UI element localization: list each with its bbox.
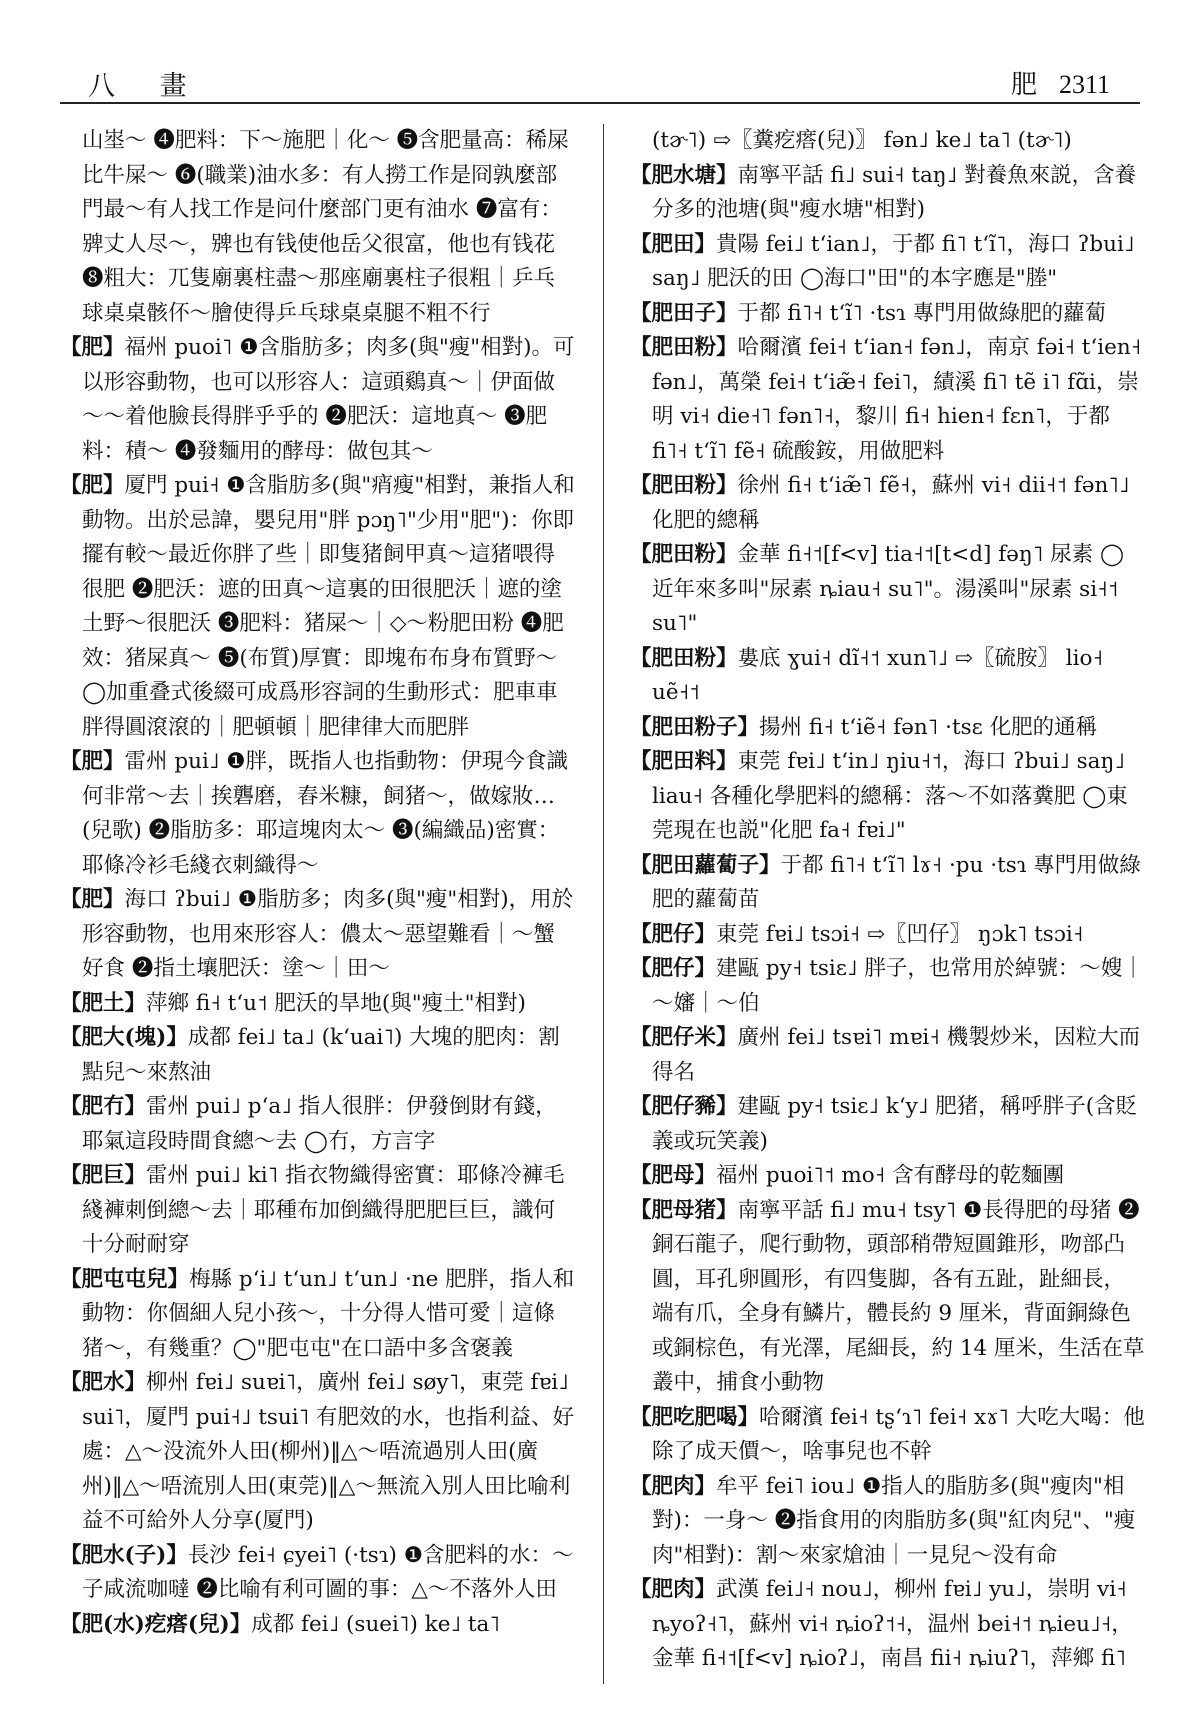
entry-headword: 【肥田蘿蔔子】	[630, 852, 781, 878]
entry-headword: 【肥田粉】	[630, 473, 738, 498]
running-head-char: 肥	[1010, 70, 1037, 100]
dictionary-entry	[60, 124, 575, 331]
dictionary-entry	[630, 469, 1145, 538]
dictionary-entry	[630, 745, 1145, 849]
entry-headword: 【肥】	[60, 887, 125, 912]
entry-headword: 【肥肉】	[630, 1473, 717, 1499]
left-column	[60, 124, 575, 1684]
entry-headword: 【肥田】	[630, 231, 717, 257]
dictionary-entry	[630, 228, 1145, 297]
column-divider	[603, 124, 604, 1684]
dictionary-entry	[60, 1263, 575, 1367]
entry-headword: 【肥仔豨】	[630, 1094, 738, 1119]
entry-text: 金華 fi˧˦[f<v] tia˧˦[t<d] fəŋ˥ 尿素 ◯近年來多叫"尿素 ȵiau˧ su˥"。湯溪叫"尿素 si˧˦ su˥"	[652, 542, 1125, 636]
dictionary-entry	[630, 1021, 1145, 1090]
entry-text: 雷州 pui˩ pʻa˩ 指人很胖：伊發倒財有錢，耶氣這段時間食總～去 ◯冇，方言字	[82, 1094, 557, 1154]
dictionary-entry	[630, 1090, 1145, 1159]
entry-headword: 【肥巨】	[60, 1163, 147, 1188]
entry-text: 貴陽 fei˩ tʻian˩，于都 fi˥ tʻĩ˥，海口 ʔbui˩ saŋ˩ 肥沃的田 ◯海口"田"的本字應是"塍"	[652, 231, 1135, 291]
entry-headword: 【肥水(子)】	[60, 1542, 188, 1568]
entry-headword: 【肥】	[60, 749, 125, 774]
entry-text: 哈爾濱 fei˧ tʂʻɿ˥ fei˧ xɤ˥ 大吃大喝：他除了成天價～，啥事兒也不幹	[652, 1404, 1145, 1464]
entry-headword: 【肥】	[60, 335, 125, 360]
entry-headword: 【肥水塘】	[630, 162, 738, 188]
entry-headword: 【肥吃肥喝】	[630, 1404, 760, 1430]
dictionary-entry	[630, 918, 1145, 953]
entry-text: 長沙 fei˧ ɕyei˥ (·tsɿ) ❶含肥料的水：～子咸流咖噠 ❷比喻有利可圖的事：△～不落外人田	[82, 1542, 574, 1602]
entry-headword: 【肥(水)疙瘩(兒)】	[60, 1611, 252, 1637]
entry-text: 揚州 fi˧ tʻiẽ˧ fən˥ ·tsɛ 化肥的通稱	[759, 714, 1098, 740]
entry-headword: 【肥仔】	[630, 956, 717, 981]
entry-text: 福州 puoi˥˦ mo˧ 含有酵母的乾麵團	[716, 1163, 1065, 1188]
dictionary-entry	[60, 883, 575, 987]
dictionary-entry	[630, 297, 1145, 332]
entry-headword: 【肥土】	[60, 990, 147, 1016]
entry-headword: 【肥大(塊)】	[60, 1025, 188, 1050]
dictionary-entry	[60, 1366, 575, 1539]
dictionary-entry	[60, 1159, 575, 1263]
dictionary-entry	[630, 124, 1145, 159]
entry-text: 柳州 fɐi˩ suɐi˥，廣州 fei˩ søy˥，東莞 fɐi˩ sui˥，厦門 pui˧˩ tsui˥ 有肥效的水，也指利益、好處：△～没流外人田(柳州)‖△～唔流過別人田(廣州)‖△～唔流別人田(東莞)‖△～無流入別人田比喻利益不可給外人分享(厦門)	[82, 1370, 575, 1533]
entry-text: 廣州 fei˩ tsɐi˥ mɐi˧ 機製炒米，因粒大而得名	[652, 1025, 1141, 1085]
header-rule	[60, 102, 1140, 104]
dictionary-entry	[60, 1021, 575, 1090]
entry-text: 徐州 fi˧ tʻiæ̃˥ fẽ˧，蘇州 vi˧ dii˧˦ fən˥˩ 化肥的總稱	[652, 473, 1130, 533]
entry-text: 建甌 py˧ tsiɛ˩ kʻy˩ 肥猪，稱呼胖子(含貶義或玩笑義)	[652, 1094, 1138, 1154]
entry-text: 南寧平話 fi˩ sui˧ taŋ˩ 對養魚來説，含養分多的池塘(與"瘦水塘"相對)	[652, 162, 1137, 222]
entry-text: 牟平 fei˥ iou˩ ❶指人的脂肪多(與"瘦肉"相對)：一身～ ❷指食用的肉脂肪多(與"紅肉兒"、"瘦肉"相對)：割～來家熗油｜一見兒～没有命	[652, 1473, 1136, 1568]
dictionary-entry	[630, 1401, 1145, 1470]
dictionary-entry	[630, 1194, 1145, 1401]
section-title: 八 畫	[88, 71, 205, 102]
entry-headword: 【肥屯屯兒】	[60, 1266, 190, 1292]
entry-headword: 【肥田料】	[630, 749, 738, 774]
entry-text: 武漢 fei˩˧ nou˩，柳州 fɐi˩ yu˩，崇明 vi˧ ȵyoʔ˧˥，蘇州 vi˧ ȵioʔ˦˧，温州 bei˧˦ ȵieu˩˧，金華 fi˧˦[f<v] ȵioʔ˩，南昌 fii˧ ȵiuʔ˥，萍鄉 fi˥	[652, 1577, 1133, 1671]
entry-text: 山埊～ ❹肥料：下～施肥｜化～ ❺含肥量高：稀屎比牛屎～ ❻(職業)油水多：有人撈工作是冏孰麼部門最～有人找工作是问什麼部门更有油水 ❼富有：㗗丈人尽～，㗗也有钱使他岳父很富，他也有钱花 ❽粗大：兀隻廟裏柱盡～那座廟裏柱子很粗｜乒乓球桌桌骸伓～膾使得乒乓球桌桌腿不粗不行	[82, 128, 569, 326]
entry-text: 東莞 fɐi˩ tsɔi˧ ⇨〖凹仔〗 ŋɔk˥ tsɔi˧	[716, 921, 1084, 947]
entry-text: 海口 ʔbui˩ ❶脂肪多；肉多(與"瘦"相對)，用於形容動物，也用來形容人：儂太～惡望難看｜～蟹好食 ❷指土壤肥沃：塗～｜田～	[82, 887, 574, 981]
entry-headword: 【肥母猪】	[630, 1197, 738, 1223]
entry-text: 哈爾濱 fei˧ tʻian˧ fən˩，南京 fəi˧ tʻien˧ fən˩，萬榮 fei˧ tʻiæ̃˧ fei˥，績溪 fi˥ tẽ i˥ fɑ̃i，崇明 vi˧ die˧˥ fən˥˧，黎川 fi˧ hien˧ fɛn˥，于都 fi˥˧ tʻĩ˥ fẽ˧ 硫酸銨，用做肥料	[652, 335, 1142, 464]
dictionary-entry	[60, 1539, 575, 1608]
running-head	[1011, 64, 1110, 101]
entry-headword: 【肥仔】	[630, 921, 717, 947]
dictionary-entry	[60, 331, 575, 469]
dictionary-entry	[630, 1159, 1145, 1194]
entry-text: 于都 fi˥˧ tʻĩ˥ lɤ˧ ·pu ·tsɿ 專門用做綠肥的蘿蔔苗	[652, 852, 1141, 912]
entry-text: 福州 puoi˥ ❶含脂肪多；肉多(與"瘦"相對)。可以形容動物，也可以形容人：這頭鷄真～｜伊面做～～着他臉長得胖乎乎的 ❷肥沃：這地真～ ❸肥料：積～ ❹發麵用的酵母：做包其～	[82, 335, 575, 464]
entry-headword: 【肥冇】	[60, 1094, 147, 1119]
entry-text: 雷州 pui˩ ki˥ 指衣物織得密實：耶條冷褲毛綫褲刺倒總～去｜耶種布加倒織得肥肥巨巨，識何十分耐耐穿	[82, 1163, 565, 1257]
dictionary-entry	[630, 1573, 1145, 1677]
entry-text: 成都 fei˩ (suei˥) ke˩ ta˥	[251, 1611, 500, 1637]
entry-headword: 【肥仔米】	[630, 1025, 738, 1050]
dictionary-entry	[630, 952, 1145, 1021]
entry-text: 梅縣 pʻi˩ tʻun˩ tʻun˩ ·ne 肥胖，指人和動物：你個細人兒小孩～，十分得人惜可愛｜這條猪～，有幾重？◯"肥屯屯"在口語中多含褒義	[82, 1266, 575, 1361]
entry-text: 東莞 fɐi˩ tʻin˩ ŋiu˧˦，海口 ʔbui˩ saŋ˩ liau˧ 各種化學肥料的總稱：落～不如落糞肥 ◯東莞現在也説"化肥 fa˧ fɐi˩"	[652, 749, 1128, 843]
entry-headword: 【肥肉】	[630, 1577, 717, 1602]
entry-headword: 【肥田粉】	[630, 645, 738, 671]
dictionary-entry	[630, 711, 1145, 746]
entry-text: 雷州 pui˩ ❶胖，既指人也指動物：伊現今食識何非常～去｜挨礱磨，舂米糠，飼猪～，做嫁妝…(兒歌) ❷脂肪多：耶這塊肉太～ ❸(編織品)密實：耶條冷衫毛綫衣刺織得～	[82, 749, 569, 878]
dictionary-entry	[60, 469, 575, 745]
entry-text: 厦門 pui˧ ❶含脂肪多(與"痟瘦"相對，兼指人和動物。出於忌諱，嬰兒用"胖 pɔŋ˥"少用"肥")：你即擺有較～最近你胖了些｜即隻猪飼甲真～這猪喂得很肥 ❷肥沃：遮的田真～這裏的田很肥沃｜遮的塗土野～很肥沃 ❸肥料：猪屎～｜◇～粉肥田粉 ❹肥效：猪屎真～ ❺(布質)厚實：即塊布布身布質野～ ◯加重叠式後綴可成爲形容詞的生動形式：肥車車胖得圓滾滾的｜肥頓頓｜肥律律大而肥胖	[82, 473, 575, 740]
entry-text: (tɚ˥) ⇨〖糞疙瘩(兒)〗 fən˩ ke˩ ta˥ (tɚ˥)	[652, 128, 1072, 153]
page-header	[60, 58, 1140, 102]
dictionary-entry	[630, 1470, 1145, 1574]
dictionary-entry	[630, 642, 1145, 711]
dictionary-entry	[60, 1608, 575, 1643]
entry-text: 南寧平話 fi˩ mu˧ tsy˥ ❶長得肥的母猪 ❷銅石龍子，爬行動物，頭部稍帶短圓錐形，吻部凸圓，耳孔卵圓形，有四隻脚，各有五趾，趾細長，端有爪，全身有鱗片，體長約 9 厘米，背面銅綠色或銅棕色，有光澤，尾細長，約 14 厘米，生活在草叢中，捕食小動物	[652, 1197, 1145, 1395]
entry-headword: 【肥母】	[630, 1163, 717, 1188]
entry-headword: 【肥田粉】	[630, 335, 738, 360]
dictionary-entry	[60, 745, 575, 883]
entry-text: 萍鄉 fi˧ tʻu˦ 肥沃的旱地(與"瘦土"相對)	[146, 990, 526, 1016]
entry-headword: 【肥】	[60, 473, 125, 498]
right-column	[630, 124, 1145, 1684]
entry-headword: 【肥水】	[60, 1370, 147, 1395]
entry-text: 婁底 ɣui˧ dĩ˧˦ xun˥˩ ⇨〖硫胺〗 lio˧ uẽ˧˦	[652, 645, 1104, 705]
dictionary-entry	[60, 1090, 575, 1159]
entry-text: 成都 fei˩ ta˩ (kʻuai˥) 大塊的肥肉：割點兒～來熬油	[82, 1025, 560, 1085]
dictionary-entry	[630, 538, 1145, 642]
entry-text: 于都 fi˥˧ tʻĩ˥ ·tsɿ 專門用做綠肥的蘿蔔	[737, 300, 1107, 326]
dictionary-entry	[630, 331, 1145, 469]
entry-headword: 【肥田粉】	[630, 542, 738, 567]
entry-headword: 【肥田粉子】	[630, 714, 760, 740]
dictionary-entry	[630, 849, 1145, 918]
dictionary-entry	[60, 987, 575, 1022]
page-number: 2311	[1058, 70, 1110, 99]
entry-headword: 【肥田子】	[630, 300, 738, 326]
entry-text: 建甌 py˧ tsiɛ˩ 胖子，也常用於綽號：～嫂｜～嬸｜～伯	[652, 956, 1144, 1016]
dictionary-entry	[630, 159, 1145, 228]
